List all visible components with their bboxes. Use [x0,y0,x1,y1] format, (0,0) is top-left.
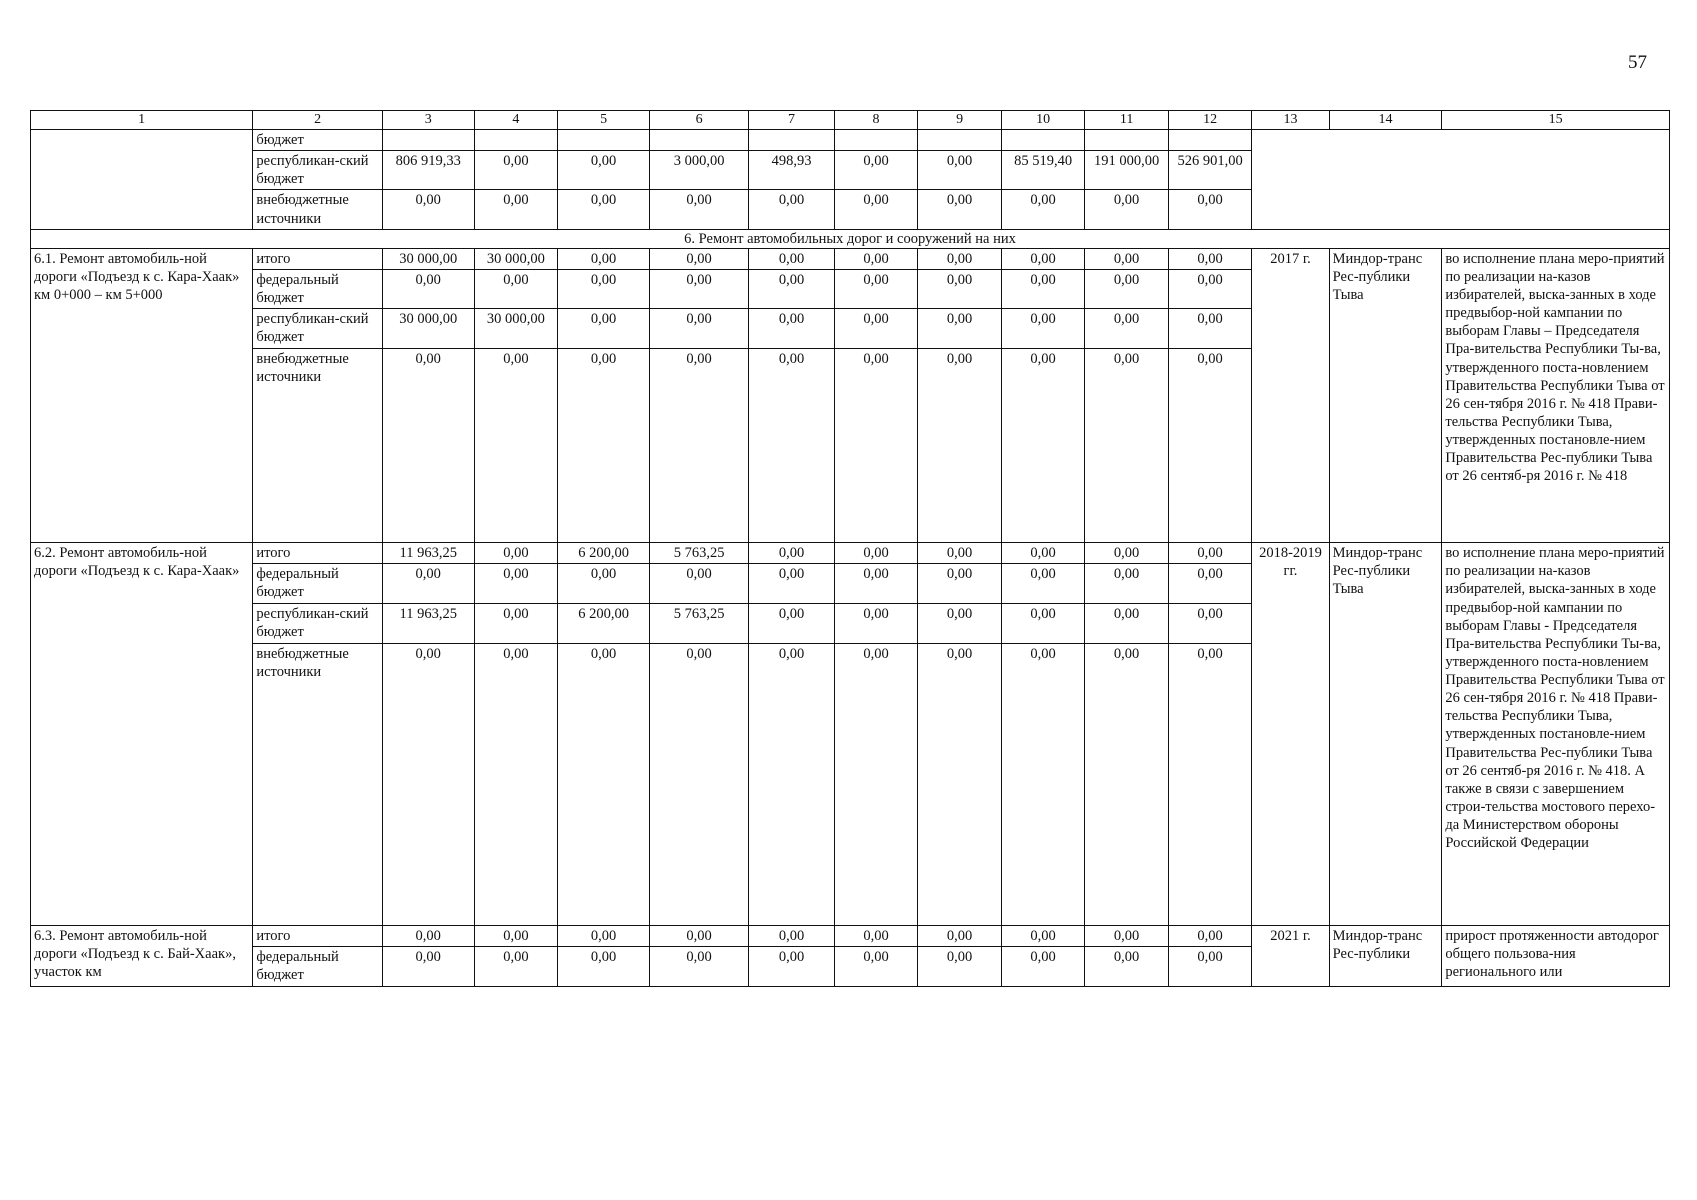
value-cell: 0,00 [1168,248,1252,269]
item-executor: Миндор-транс Рес-публики Тыва [1329,248,1442,542]
value-cell: 0,00 [1001,564,1085,603]
item-name: 6.3. Ремонт автомобиль-ной дороги «Подъезд к с. Бай-Хаак», участок км [31,925,253,986]
value-cell: 0,00 [650,269,749,308]
value-cell: 0,00 [1001,349,1085,543]
value-cell: 0,00 [918,309,1002,349]
value-cell: 0,00 [749,603,835,643]
source-label: итого [253,925,382,946]
value-cell: 0,00 [918,269,1002,308]
value-cell: 0,00 [474,946,558,986]
value-cell: 0,00 [382,269,474,308]
value-cell: 0,00 [558,946,650,986]
value-cell: 0,00 [834,925,918,946]
value-cell: 0,00 [1168,946,1252,986]
column-header-6: 6 [650,111,749,130]
value-cell [382,130,474,151]
value-cell [558,130,650,151]
value-cell: 0,00 [749,309,835,349]
value-cell: 0,00 [1001,643,1085,925]
value-cell: 0,00 [474,543,558,564]
value-cell: 0,00 [474,269,558,308]
value-cell: 0,00 [650,946,749,986]
value-cell: 0,00 [1085,603,1169,643]
value-cell: 0,00 [918,603,1002,643]
value-cell: 0,00 [1168,269,1252,308]
value-cell: 0,00 [474,925,558,946]
value-cell [1001,130,1085,151]
value-cell: 0,00 [1085,925,1169,946]
value-cell: 0,00 [834,564,918,603]
value-cell: 0,00 [749,543,835,564]
value-cell: 0,00 [650,643,749,925]
value-cell: 0,00 [382,946,474,986]
value-cell: 0,00 [834,190,918,229]
item-result: прирост протяженности автодорог общего пользова-ния регионального или [1442,925,1670,986]
value-cell: 0,00 [834,151,918,190]
source-label: федеральный бюджет [253,946,382,986]
value-cell: 526 901,00 [1168,151,1252,190]
value-cell: 0,00 [834,603,918,643]
value-cell: 0,00 [834,349,918,543]
value-cell: 3 000,00 [650,151,749,190]
value-cell: 0,00 [474,151,558,190]
column-header-8: 8 [834,111,918,130]
value-cell: 0,00 [918,349,1002,543]
value-cell: 11 963,25 [382,543,474,564]
value-cell: 0,00 [558,349,650,543]
value-cell: 0,00 [834,643,918,925]
value-cell: 0,00 [1168,925,1252,946]
value-cell: 0,00 [474,643,558,925]
value-cell [474,130,558,151]
value-cell: 0,00 [558,269,650,308]
column-header-15: 15 [1442,111,1670,130]
item-result: во исполнение плана меро-приятий по реализации на-казов избирателей, выска-занных в ходе предвыбор-ной кампании по выборам Главы - Председателя Пра-вительства Республики Ты-ва, утвержденного поста-новлением Правительства Республики Тыва от 26 сен-тября 2016 г. № 418 Прави-тельства Республики Тыва, утвержденных постановле-нием Правительства Рес-публики Тыва от 26 сентяб-ря 2016 г. № 418. А также в связи с завершением строи-тельства мостового перехо-да Министерством обороны Российской Федерации [1442,543,1670,925]
item-executor: Миндор-транс Рес-публики [1329,925,1442,986]
value-cell: 0,00 [1001,925,1085,946]
section-row [31,229,1670,248]
value-cell: 0,00 [474,190,558,229]
value-cell: 0,00 [1168,643,1252,925]
column-header-12: 12 [1168,111,1252,130]
value-cell: 0,00 [1001,543,1085,564]
value-cell: 0,00 [918,543,1002,564]
table-body [31,111,1670,987]
value-cell: 0,00 [1001,269,1085,308]
value-cell: 0,00 [1001,603,1085,643]
value-cell: 0,00 [749,946,835,986]
column-header-9: 9 [918,111,1002,130]
value-cell: 0,00 [749,269,835,308]
value-cell: 0,00 [474,349,558,543]
source-label: федеральный бюджет [253,564,382,603]
page-number: 57 [1628,52,1647,73]
value-cell: 0,00 [1085,190,1169,229]
item-period: 2017 г. [1252,248,1329,542]
value-cell: 6 200,00 [558,543,650,564]
value-cell: 0,00 [1001,248,1085,269]
value-cell: 0,00 [749,349,835,543]
value-cell: 0,00 [834,309,918,349]
value-cell: 0,00 [834,946,918,986]
value-cell: 0,00 [382,925,474,946]
value-cell: 0,00 [1168,309,1252,349]
item-period: 2021 г. [1252,925,1329,986]
value-cell: 0,00 [558,190,650,229]
value-cell: 0,00 [650,190,749,229]
item-period: 2018-2019 гг. [1252,543,1329,925]
column-header-11: 11 [1085,111,1169,130]
item-result: во исполнение плана меро-приятий по реализации на-казов избирателей, выска-занных в ходе предвыбор-ной кампании по выборам Главы – Председателя Пра-вительства Республики Ты-ва, утвержденного поста-новлением Правительства Республики Тыва от 26 сен-тября 2016 г. № 418 Прави-тельства Республики Тыва, утвержденных постановле-нием Правительства Рес-публики Тыва от 26 сентяб-ря 2016 г. № 418 [1442,248,1670,542]
source-label: внебюджетные источники [253,349,382,543]
value-cell: 0,00 [558,309,650,349]
value-cell [834,130,918,151]
value-cell: 0,00 [1168,564,1252,603]
value-cell: 0,00 [558,925,650,946]
value-cell [918,130,1002,151]
value-cell: 498,93 [749,151,835,190]
value-cell: 0,00 [558,151,650,190]
source-label: федеральный бюджет [253,269,382,308]
value-cell: 0,00 [1085,248,1169,269]
value-cell: 0,00 [1001,190,1085,229]
table-row [31,925,1670,946]
continuation-info-cell [1252,130,1670,230]
source-label: итого [253,543,382,564]
value-cell: 30 000,00 [382,309,474,349]
value-cell: 0,00 [749,925,835,946]
value-cell: 0,00 [749,248,835,269]
value-cell [1168,130,1252,151]
column-header-7: 7 [749,111,835,130]
value-cell: 0,00 [382,564,474,603]
value-cell: 0,00 [1085,309,1169,349]
item-name: 6.2. Ремонт автомобиль-ной дороги «Подъезд к с. Кара-Хаак» [31,543,253,925]
value-cell: 0,00 [918,248,1002,269]
value-cell: 85 519,40 [1001,151,1085,190]
value-cell: 0,00 [474,603,558,643]
value-cell: 0,00 [749,190,835,229]
value-cell: 0,00 [650,925,749,946]
value-cell: 0,00 [918,946,1002,986]
table-row [31,130,1670,151]
value-cell: 0,00 [834,543,918,564]
value-cell: 0,00 [650,309,749,349]
value-cell [749,130,835,151]
value-cell: 0,00 [558,564,650,603]
value-cell: 11 963,25 [382,603,474,643]
value-cell: 0,00 [1085,269,1169,308]
value-cell: 0,00 [918,190,1002,229]
source-label: республикан-ский бюджет [253,309,382,349]
column-header-14: 14 [1329,111,1442,130]
value-cell: 0,00 [834,248,918,269]
continuation-name-cell [31,130,253,230]
column-header-10: 10 [1001,111,1085,130]
value-cell: 0,00 [1085,543,1169,564]
value-cell: 0,00 [1168,349,1252,543]
value-cell: 0,00 [650,248,749,269]
value-cell: 0,00 [749,564,835,603]
source-label: внебюджетные источники [253,190,382,229]
value-cell: 0,00 [650,349,749,543]
value-cell: 0,00 [558,248,650,269]
value-cell: 30 000,00 [474,309,558,349]
value-cell: 5 763,25 [650,603,749,643]
header-row [31,111,1670,130]
item-name: 6.1. Ремонт автомобиль-ной дороги «Подъезд к с. Кара-Хаак» км 0+000 – км 5+000 [31,248,253,542]
value-cell: 0,00 [1168,190,1252,229]
value-cell: 5 763,25 [650,543,749,564]
source-label: республикан-ский бюджет [253,603,382,643]
value-cell: 191 000,00 [1085,151,1169,190]
section-title: 6. Ремонт автомобильных дорог и сооружений на них [31,229,1670,248]
value-cell: 0,00 [558,643,650,925]
value-cell: 0,00 [1168,543,1252,564]
value-cell: 0,00 [650,564,749,603]
value-cell: 0,00 [918,925,1002,946]
item-executor: Миндор-транс Рес-публики Тыва [1329,543,1442,925]
value-cell: 0,00 [382,190,474,229]
source-label: республикан-ский бюджет [253,151,382,190]
value-cell: 0,00 [749,643,835,925]
column-header-13: 13 [1252,111,1329,130]
value-cell: 0,00 [1001,309,1085,349]
table-row [31,543,1670,564]
column-header-3: 3 [382,111,474,130]
column-header-2: 2 [253,111,382,130]
value-cell: 0,00 [918,151,1002,190]
value-cell [650,130,749,151]
source-label: бюджет [253,130,382,151]
column-header-1: 1 [31,111,253,130]
value-cell: 0,00 [382,349,474,543]
value-cell [1085,130,1169,151]
table-row [31,248,1670,269]
value-cell: 0,00 [1001,946,1085,986]
value-cell: 0,00 [382,643,474,925]
source-label: итого [253,248,382,269]
value-cell: 30 000,00 [382,248,474,269]
value-cell: 0,00 [1085,946,1169,986]
value-cell: 0,00 [834,269,918,308]
value-cell: 0,00 [1085,349,1169,543]
value-cell: 806 919,33 [382,151,474,190]
value-cell: 0,00 [474,564,558,603]
value-cell: 30 000,00 [474,248,558,269]
program-table [30,110,1670,987]
value-cell: 6 200,00 [558,603,650,643]
column-header-5: 5 [558,111,650,130]
value-cell: 0,00 [1168,603,1252,643]
column-header-4: 4 [474,111,558,130]
value-cell: 0,00 [918,564,1002,603]
source-label: внебюджетные источники [253,643,382,925]
value-cell: 0,00 [1085,643,1169,925]
value-cell: 0,00 [918,643,1002,925]
value-cell: 0,00 [1085,564,1169,603]
